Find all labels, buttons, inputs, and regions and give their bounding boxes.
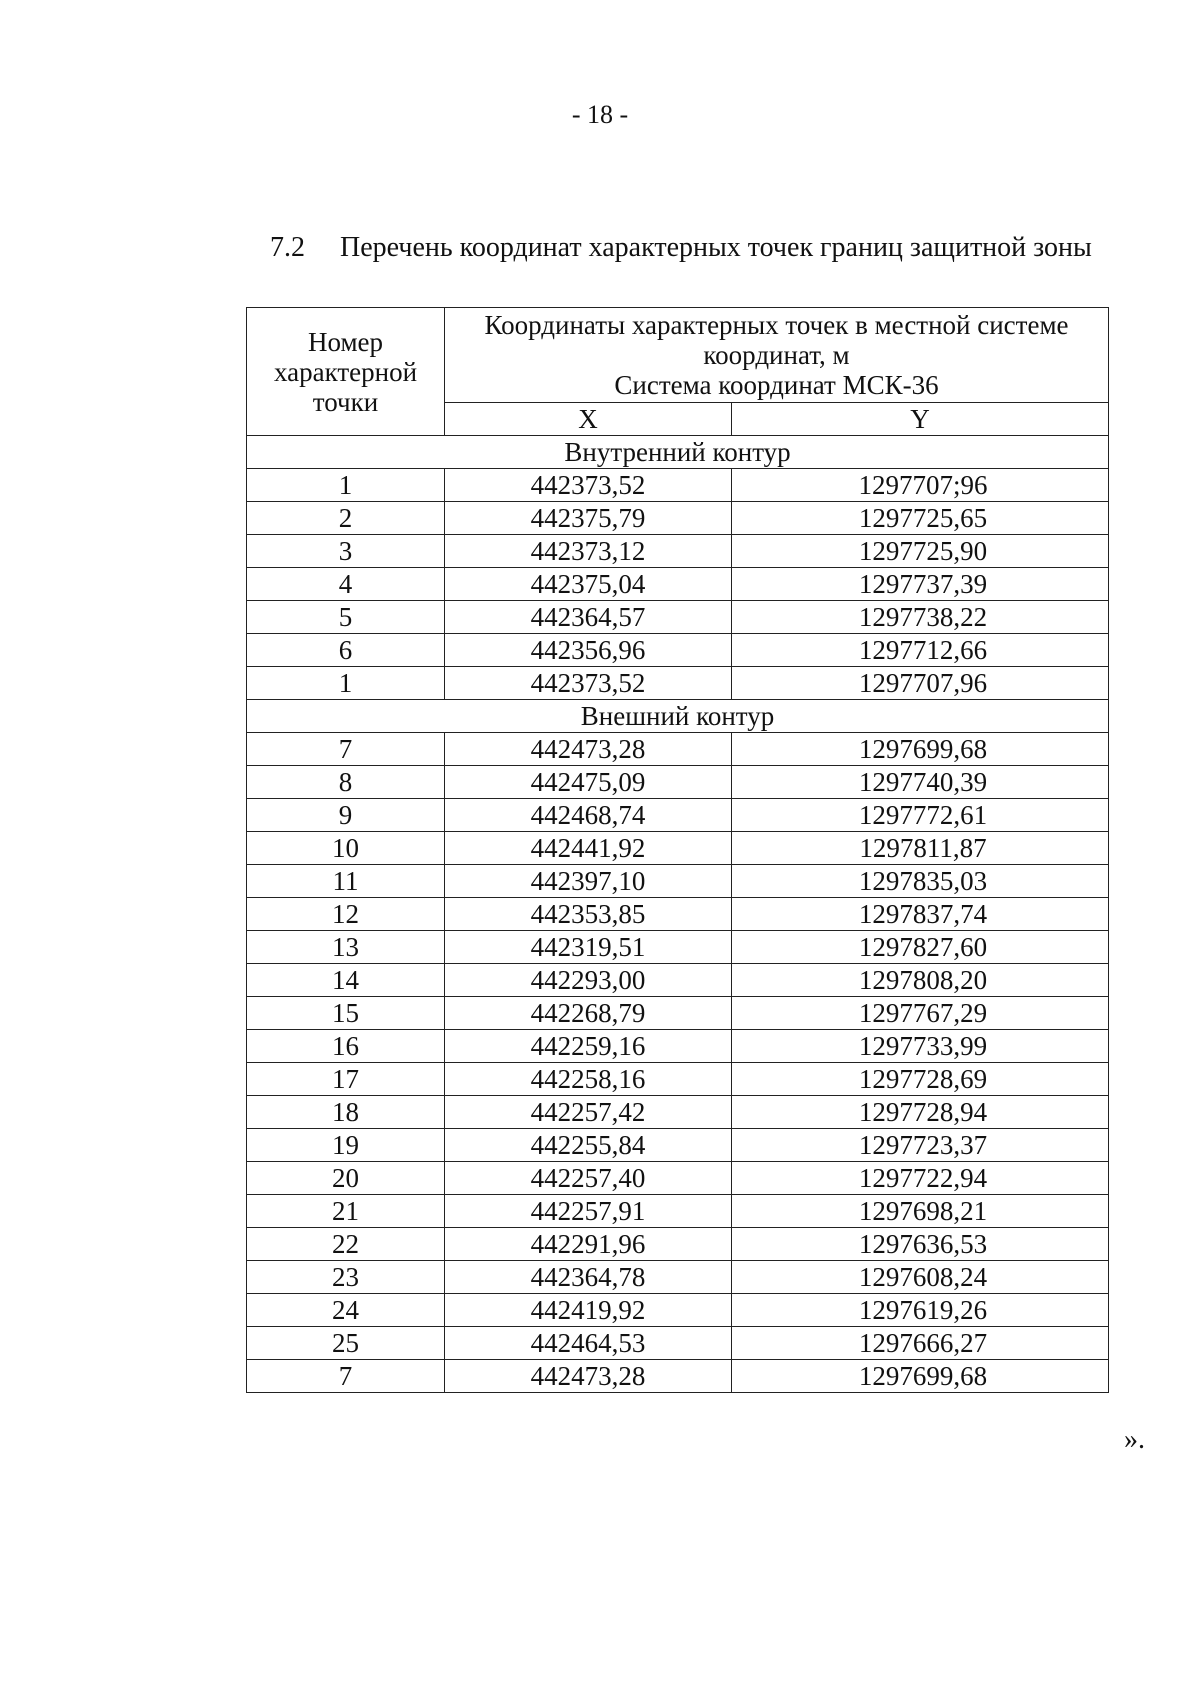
x-coordinate-cell: 442375,79 xyxy=(445,502,732,535)
x-coordinate-cell: 442364,78 xyxy=(445,1261,732,1294)
x-coordinate-cell: 442464,53 xyxy=(445,1327,732,1360)
inner-contour-row-title: Внутренний контур xyxy=(247,436,1109,469)
header-point-line: Номер xyxy=(307,326,384,357)
y-coordinate-cell: 1297827,60 xyxy=(732,931,1109,964)
y-coordinate-cell: 1297811,87 xyxy=(732,832,1109,865)
section-heading xyxy=(270,232,1092,264)
point-number-cell: 7 xyxy=(247,733,445,766)
point-number-cell: 12 xyxy=(247,898,445,931)
y-coordinate-cell: 1297725,90 xyxy=(732,535,1109,568)
x-coordinate-cell: 442373,52 xyxy=(445,469,732,502)
header-y: Y xyxy=(732,403,1109,436)
x-coordinate-cell: 442397,10 xyxy=(445,865,732,898)
table-row xyxy=(247,469,1109,502)
y-coordinate-cell: 1297698,21 xyxy=(732,1195,1109,1228)
x-coordinate-cell: 442373,52 xyxy=(445,667,732,700)
table-row xyxy=(247,799,1109,832)
point-number-cell: 5 xyxy=(247,601,445,634)
table-row xyxy=(247,1162,1109,1195)
point-number-cell: 19 xyxy=(247,1129,445,1162)
point-number-cell: 23 xyxy=(247,1261,445,1294)
y-coordinate-cell: 1297707;96 xyxy=(732,469,1109,502)
x-coordinate-cell: 442373,12 xyxy=(445,535,732,568)
table-row xyxy=(247,733,1109,766)
x-coordinate-cell: 442257,40 xyxy=(445,1162,732,1195)
y-coordinate-cell: 1297619,26 xyxy=(732,1294,1109,1327)
coordinates-table xyxy=(246,307,1109,1393)
point-number-cell: 16 xyxy=(247,1030,445,1063)
table-header-row xyxy=(247,308,1109,403)
x-coordinate-cell: 442319,51 xyxy=(445,931,732,964)
table-row xyxy=(247,964,1109,997)
point-number-cell: 25 xyxy=(247,1327,445,1360)
table-row xyxy=(247,1360,1109,1393)
table-row xyxy=(247,502,1109,535)
header-point-number xyxy=(247,308,445,436)
table-row xyxy=(247,1195,1109,1228)
outer-contour-row-title: Внешний контур xyxy=(247,700,1109,733)
x-coordinate-cell: 442473,28 xyxy=(445,1360,732,1393)
closing-quote: ». xyxy=(1124,1424,1145,1455)
header-coords-line: Координаты характерных точек в местной системе xyxy=(484,310,1069,340)
point-number-cell: 24 xyxy=(247,1294,445,1327)
point-number-cell: 14 xyxy=(247,964,445,997)
y-coordinate-cell: 1297712,66 xyxy=(732,634,1109,667)
table-row xyxy=(247,1063,1109,1096)
table-row xyxy=(247,535,1109,568)
point-number-cell: 13 xyxy=(247,931,445,964)
point-number-cell: 9 xyxy=(247,799,445,832)
header-point-line: точки xyxy=(312,386,379,417)
point-number-cell: 21 xyxy=(247,1195,445,1228)
outer-contour-row xyxy=(247,700,1109,733)
x-coordinate-cell: 442257,91 xyxy=(445,1195,732,1228)
table-row xyxy=(247,931,1109,964)
table-row xyxy=(247,601,1109,634)
point-number-cell: 17 xyxy=(247,1063,445,1096)
y-coordinate-cell: 1297808,20 xyxy=(732,964,1109,997)
x-coordinate-cell: 442441,92 xyxy=(445,832,732,865)
table-row xyxy=(247,1129,1109,1162)
y-coordinate-cell: 1297728,94 xyxy=(732,1096,1109,1129)
x-coordinate-cell: 442258,16 xyxy=(445,1063,732,1096)
point-number-cell: 18 xyxy=(247,1096,445,1129)
y-coordinate-cell: 1297837,74 xyxy=(732,898,1109,931)
y-coordinate-cell: 1297835,03 xyxy=(732,865,1109,898)
section-title: Перечень координат характерных точек границ защитной зоны xyxy=(340,232,1092,263)
table-row xyxy=(247,667,1109,700)
point-number-cell: 7 xyxy=(247,1360,445,1393)
x-coordinate-cell: 442375,04 xyxy=(445,568,732,601)
table-row xyxy=(247,766,1109,799)
header-x: X xyxy=(445,403,732,436)
x-coordinate-cell: 442364,57 xyxy=(445,601,732,634)
x-coordinate-cell: 442268,79 xyxy=(445,997,732,1030)
y-coordinate-cell: 1297738,22 xyxy=(732,601,1109,634)
point-number-cell: 1 xyxy=(247,667,445,700)
table-row xyxy=(247,634,1109,667)
y-coordinate-cell: 1297666,27 xyxy=(732,1327,1109,1360)
y-coordinate-cell: 1297740,39 xyxy=(732,766,1109,799)
table-row xyxy=(247,865,1109,898)
y-coordinate-cell: 1297608,24 xyxy=(732,1261,1109,1294)
page-number: - 18 - xyxy=(571,100,629,129)
y-coordinate-cell: 1297725,65 xyxy=(732,502,1109,535)
header-point-line: характерной xyxy=(273,356,418,387)
y-coordinate-cell: 1297737,39 xyxy=(732,568,1109,601)
point-number-cell: 2 xyxy=(247,502,445,535)
x-coordinate-cell: 442291,96 xyxy=(445,1228,732,1261)
table-row xyxy=(247,832,1109,865)
y-coordinate-cell: 1297772,61 xyxy=(732,799,1109,832)
table-row xyxy=(247,1096,1109,1129)
point-number-cell: 10 xyxy=(247,832,445,865)
table-row xyxy=(247,1327,1109,1360)
header-coords-line: Система координат МСК-36 xyxy=(614,370,939,400)
section-number: 7.2 xyxy=(270,232,305,263)
y-coordinate-cell: 1297767,29 xyxy=(732,997,1109,1030)
x-coordinate-cell: 442257,42 xyxy=(445,1096,732,1129)
point-number-cell: 20 xyxy=(247,1162,445,1195)
x-coordinate-cell: 442475,09 xyxy=(445,766,732,799)
y-coordinate-cell: 1297722,94 xyxy=(732,1162,1109,1195)
x-coordinate-cell: 442353,85 xyxy=(445,898,732,931)
table-row xyxy=(247,1261,1109,1294)
y-coordinate-cell: 1297728,69 xyxy=(732,1063,1109,1096)
point-number-cell: 6 xyxy=(247,634,445,667)
y-coordinate-cell: 1297723,37 xyxy=(732,1129,1109,1162)
point-number-cell: 1 xyxy=(247,469,445,502)
y-coordinate-cell: 1297707,96 xyxy=(732,667,1109,700)
header-coords-line: координат, м xyxy=(703,340,850,370)
point-number-cell: 11 xyxy=(247,865,445,898)
x-coordinate-cell: 442255,84 xyxy=(445,1129,732,1162)
x-coordinate-cell: 442259,16 xyxy=(445,1030,732,1063)
table-row xyxy=(247,1228,1109,1261)
point-number-cell: 3 xyxy=(247,535,445,568)
y-coordinate-cell: 1297699,68 xyxy=(732,733,1109,766)
x-coordinate-cell: 442468,74 xyxy=(445,799,732,832)
y-coordinate-cell: 1297636,53 xyxy=(732,1228,1109,1261)
point-number-cell: 4 xyxy=(247,568,445,601)
point-number-cell: 15 xyxy=(247,997,445,1030)
table-row xyxy=(247,898,1109,931)
point-number-cell: 22 xyxy=(247,1228,445,1261)
x-coordinate-cell: 442473,28 xyxy=(445,733,732,766)
x-coordinate-cell: 442293,00 xyxy=(445,964,732,997)
point-number-cell: 8 xyxy=(247,766,445,799)
x-coordinate-cell: 442419,92 xyxy=(445,1294,732,1327)
y-coordinate-cell: 1297733,99 xyxy=(732,1030,1109,1063)
table-row xyxy=(247,1294,1109,1327)
header-coordinates xyxy=(445,308,1109,403)
y-coordinate-cell: 1297699,68 xyxy=(732,1360,1109,1393)
x-coordinate-cell: 442356,96 xyxy=(445,634,732,667)
table-row xyxy=(247,1030,1109,1063)
table-row xyxy=(247,997,1109,1030)
inner-contour-row xyxy=(247,436,1109,469)
table-row xyxy=(247,568,1109,601)
